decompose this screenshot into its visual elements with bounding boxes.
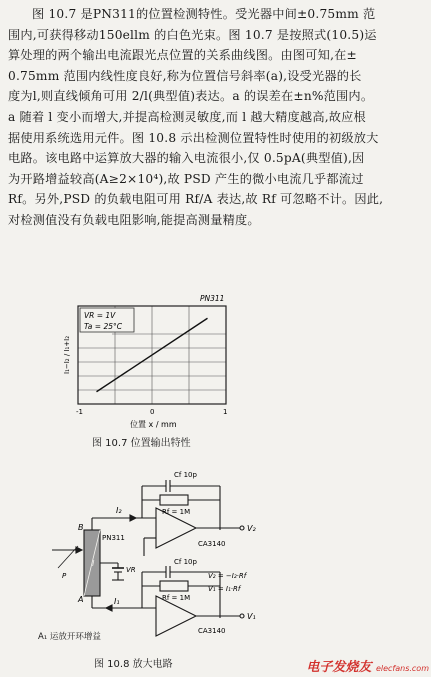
x-axis-label: 位置 x / mm — [130, 420, 177, 429]
x-tick-label: 0 — [150, 408, 155, 416]
text-line: 算处理的两个输出电流跟光点位置的关系曲线图。由图可知,在± — [8, 48, 357, 63]
text-line: Rf。另外,PSD 的负载电阻可用 Rf/A 表达,故 Rf 可忽略不计。因此, — [8, 192, 384, 207]
amplifier-circuit-diagram — [48, 468, 288, 638]
opamp-part-label: CA3140 — [198, 627, 226, 635]
text-line: a 随着 l 变小而增大,并提高检测灵敏度,而 l 越大精度越高,故应根 — [8, 109, 366, 124]
x-tick-label: -1 — [76, 408, 83, 416]
text-line: 图 10.7 是PN311的位置检测特性。受光器中间±0.75mm 范 — [32, 7, 376, 21]
figure-caption-10-7: 图 10.7 位置输出特性 — [92, 438, 191, 449]
opamp-bottom — [156, 596, 196, 636]
equation-v2: V₂ = −I₂·Rf — [208, 572, 247, 580]
terminal-a-label: A — [78, 595, 84, 604]
equation-v1: V₁ = I₁·Rf — [208, 585, 241, 593]
x-tick-label: 1 — [223, 408, 228, 416]
opamp-part-label: CA3140 — [198, 540, 226, 548]
resistor-label-top: Rf = 1M — [162, 508, 191, 516]
feedback-resistor-top — [160, 495, 188, 505]
output-v2-label: V₂ — [247, 524, 256, 533]
condition-vr: VR = 1V — [84, 311, 116, 320]
position-characteristic-chart — [60, 286, 260, 436]
watermark-site: elecfans.com — [375, 664, 429, 673]
text-line: 度为l,则直线倾角可用 2/l(典型值)表达。a 的误差在±n%范围内。 — [8, 89, 374, 104]
point-p-label: P — [62, 572, 67, 580]
length-label: l — [92, 559, 95, 568]
current-i1-label: I₁ — [114, 597, 120, 606]
text-line: 对检测值没有负载电阻影响,能提高测量精度。 — [8, 212, 260, 227]
feedback-resistor-bottom — [160, 581, 188, 591]
text-line: 据使用系统选用元件。图 10.8 示出检测位置特性时使用的初级放大 — [8, 130, 379, 145]
text-line: 0.75mm 范围内线性度良好,称为位置信号斜率(a),设受光器的长 — [8, 68, 362, 83]
watermark-logo — [306, 656, 429, 675]
watermark-brand: 电子发烧友 — [306, 660, 372, 675]
figure-caption-10-8: 图 10.8 放大电路 — [94, 659, 173, 670]
body-paragraph — [8, 4, 426, 231]
capacitor-label-top: Cf 10p — [174, 471, 197, 479]
vr-label: VR — [126, 566, 136, 574]
psd-model-label: PN311 — [102, 534, 125, 542]
terminal-b-label: B — [78, 523, 84, 532]
current-i2-label: I₂ — [116, 506, 122, 515]
capacitor-label-bottom: Cf 10p — [174, 558, 197, 566]
chart-title: PN311 — [200, 294, 225, 303]
y-axis-label: I₁−I₂ / I₁+I₂ — [63, 335, 71, 374]
output-v1-label: V₁ — [247, 612, 256, 621]
resistor-label-bottom: Rf = 1M — [162, 594, 191, 602]
opamp-gain-note: A₁ 运放开环增益 — [38, 632, 101, 642]
text-line: 为开路增益较高(A≥2×10⁴),故 PSD 产生的微小电流几乎都流过 — [8, 171, 364, 186]
text-line: 围内,可获得移动150ellm 的白色光束。图 10.7 是按照式(10.5)运 — [8, 27, 377, 42]
text-line: 电路。该电路中运算放大器的输入电流很小,仅 0.5pA(典型值),因 — [8, 151, 365, 166]
condition-ta: Ta = 25°C — [84, 322, 122, 331]
